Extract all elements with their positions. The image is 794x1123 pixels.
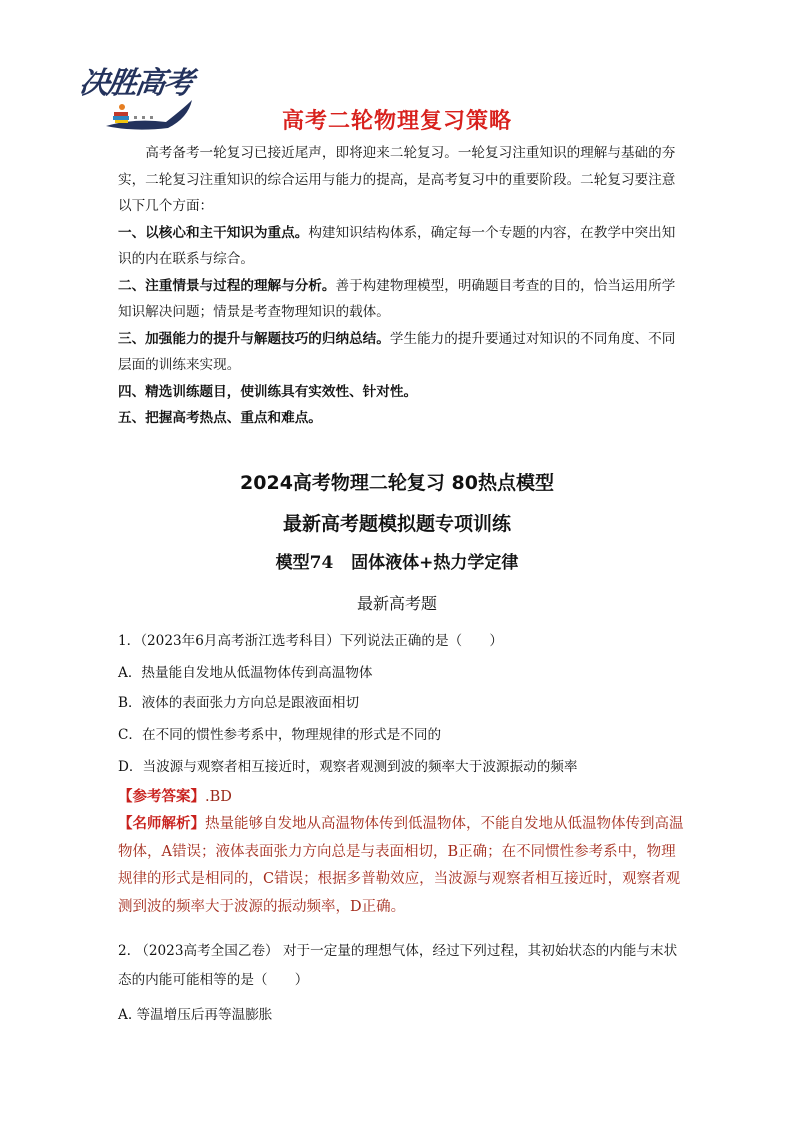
logo-text: 决胜高考 [77, 66, 194, 101]
question-1-explanation [118, 811, 684, 921]
explanation-label: 【名师解析】 [118, 816, 205, 832]
question-1-option-a: A．热量能自发地从低温物体传到高温物体 [118, 665, 373, 681]
answer-value: .BD [205, 789, 232, 805]
point-3-rest: 学生能力的提升要通过对知识的不同角度、不同层面的训练来实现。 [118, 330, 676, 373]
point-5-rest: 五、把握高考热点、重点和难点。 [118, 410, 322, 426]
point-1-rest: 构建知识结构体系，确定每一个专题的内容，在教学中突出知识的内在联系与综合。 [118, 224, 676, 267]
question-1-option-c: C．在不同的惯性参考系中，物理规律的形式是不同的 [118, 727, 442, 743]
strategy-point-2 [118, 273, 678, 326]
question-1-option-b: B．液体的表面张力方向总是跟液面相切 [118, 695, 360, 711]
point-1-bold: 一、以核心和主干知识为重点。 [118, 224, 309, 241]
strategy-title: 高考二轮物理复习策略 [281, 109, 512, 134]
strategy-point-5 [118, 405, 678, 432]
point-3-bold: 三、加强能力的提升与解题技巧的归纳总结。 [118, 330, 390, 347]
section-title: 最新高考题 [356, 594, 437, 613]
question-2-option-a: A. 等温增压后再等温膨胀 [118, 1007, 273, 1023]
model-title: 模型74 固体液体+热力学定律 [275, 553, 519, 573]
sub-title: 最新高考题模拟题专项训练 [282, 513, 511, 535]
point-4-bold: 四、精选训练题目，使训练具有实效性、针对性。 [118, 383, 418, 400]
question-2-stem: 2. （2023高考全国乙卷） 对于一定量的理想气体，经过下列过程，其初始状态的内能与末状态的内能可能相等的是（ ） [118, 943, 678, 988]
question-1-answer [118, 785, 686, 806]
point-2-rest: 善于构建物理模型，明确题目考查的目的，恰当运用所学知识解决问题；情景是考查物理知识的载体。 [118, 277, 676, 320]
main-title: 2024高考物理二轮复习 80热点模型 [240, 472, 554, 494]
answer-label: 【参考答案】 [118, 789, 205, 805]
point-2-bold: 二、注重情景与过程的理解与分析。 [118, 277, 336, 294]
strategy-intro [118, 140, 678, 432]
intro-paragraph: 高考备考一轮复习已接近尾声，即将迎来二轮复习。一轮复习注重知识的理解与基础的夯实，二轮复习注重知识的综合运用与能力的提高，是高考复习中的重要阶段。二轮复习要注意以下几个方面： [118, 145, 676, 214]
strategy-point-1 [118, 220, 678, 273]
question-1-stem: 1．（2023年6月高考浙江选考科目）下列说法正确的是（ ） [118, 633, 503, 649]
strategy-point-4 [118, 379, 678, 406]
explanation-text: 热量能够自发地从高温物体传到低温物体，不能自发地从低温物体传到高温物体，A错误；液体表面张力方向总是与表面相切，B正确；在不同惯性参考系中，物理规律的形式是相同的，C错误；根据多普勒效应，当波源与观察者相互接近时，观察者观测到波的频率大于波源的振动频率，D正确。 [118, 816, 684, 915]
question-1-option-d: D．当波源与观察者相互接近时，观察者观测到波的频率大于波源振动的频率 [118, 759, 578, 775]
strategy-point-3 [118, 326, 678, 379]
